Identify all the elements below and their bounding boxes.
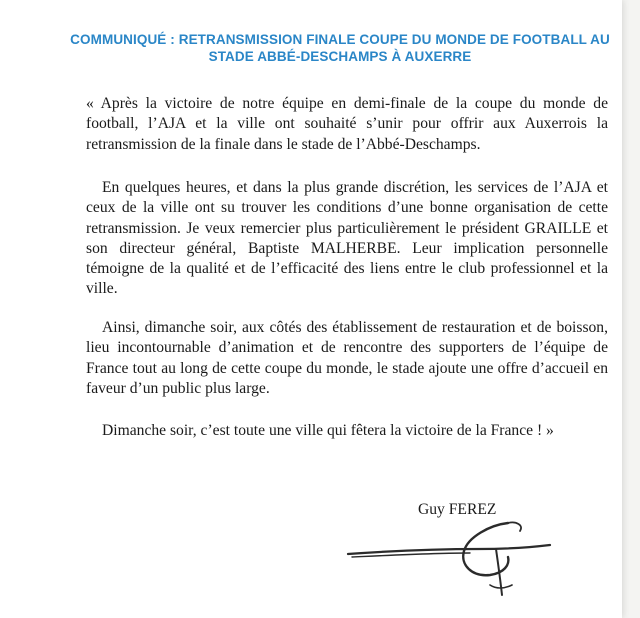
title-line-1: COMMUNIQUÉ : RETRANSMISSION FINALE COUPE DU MONDE DE FOOTBALL AU [70, 32, 610, 47]
title-line-2: STADE ABBÉ-DESCHAMPS À AUXERRE [208, 49, 472, 64]
page-title [60, 31, 620, 65]
paragraph-4: Dimanche soir, c’est toute une ville qui fêtera la victoire de la France ! » [102, 422, 554, 439]
paragraph-3: Ainsi, dimanche soir, aux côtés des établissement de restauration et de boisson, lieu incontournable d’animation et de rencontre des supporters de l’équipe de France tout au long de cette coupe du monde, le stade ajoute une offre d’accueil en faveur d’un public plus large. [86, 319, 608, 397]
paragraph-1: « Après la victoire de notre équipe en demi-finale de la coupe du monde de football, l’AJA et la ville ont souhaité s’unir pour offrir aux Auxerrois la retransmission de la finale dans le stade de l’Abbé-Deschamps. [86, 95, 608, 153]
signatory-name: Guy FEREZ [418, 501, 497, 518]
paragraph-2: En quelques heures, et dans la plus grande discrétion, les services de l’AJA et ceux de la ville ont su trouver les conditions d’une bonne organisation de cette retransmission. Je veux remercier plus particulièrement le président GRAILLE et son directeur général, Baptiste MALHERBE. Leur implication personnelle témoigne de la qualité et de l’efficacité des liens entre le club professionnel et la ville. [86, 179, 608, 298]
handwritten-signature [340, 505, 560, 605]
